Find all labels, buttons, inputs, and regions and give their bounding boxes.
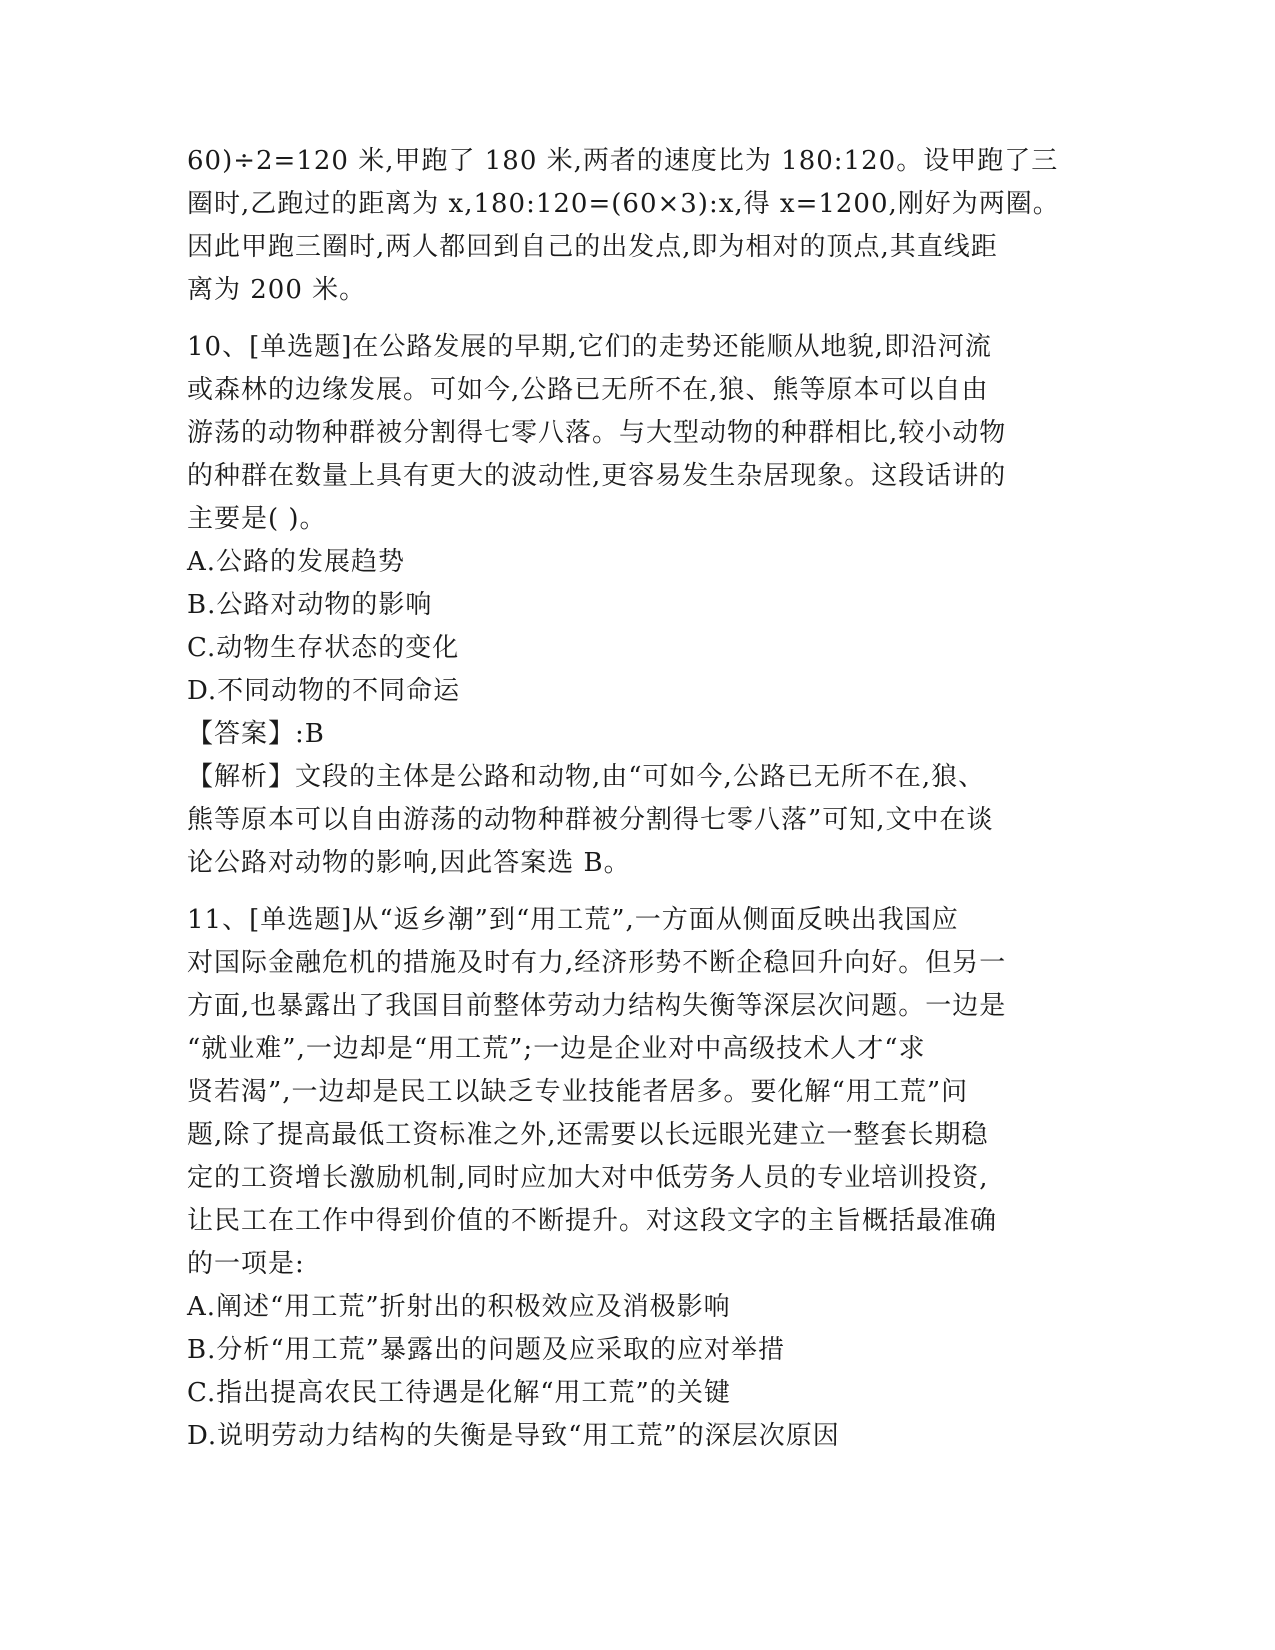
text-line: 11、[单选题]从“返乡潮”到“用工荒”,一方面从侧面反映出我国应 (187, 905, 959, 935)
answer-line: 【答案】:B (187, 719, 325, 749)
text-line: 论公路对动物的影响,因此答案选 B。 (187, 848, 631, 878)
text-line: 对国际金融危机的措施及时有力,经济形势不断企稳回升向好。但另一 (187, 948, 1007, 978)
spacer (187, 312, 1087, 326)
option-b: B.公路对动物的影响 (187, 590, 433, 620)
q9-explanation-tail (187, 140, 1087, 312)
text-line: 方面,也暴露出了我国目前整体劳动力结构失衡等深层次问题。一边是 (187, 991, 1007, 1021)
text-line: 贤若渴”,一边却是民工以缺乏专业技能者居多。要化解“用工荒”问 (187, 1077, 969, 1107)
text-line: 熊等原本可以自由游荡的动物种群被分割得七零八落”可知,文中在谈 (187, 805, 994, 835)
text-line: 定的工资增长激励机制,同时应加大对中低劳务人员的专业培训投资, (187, 1163, 989, 1193)
text-line: 题,除了提高最低工资标准之外,还需要以长远眼光建立一整套长期稳 (187, 1120, 989, 1150)
question-10-options (187, 541, 1087, 713)
text-line: 的种群在数量上具有更大的波动性,更容易发生杂居现象。这段话讲的 (187, 461, 1007, 491)
text-line: 60)÷2=120 米,甲跑了 180 米,两者的速度比为 180:120。设甲跑了三 (187, 146, 1059, 176)
question-10-analysis (187, 756, 1087, 885)
text-line: 的一项是: (187, 1249, 305, 1279)
text-line: 或森林的边缘发展。可如今,公路已无所不在,狼、熊等原本可以自由 (187, 375, 989, 405)
option-b: B.分析“用工荒”暴露出的问题及应采取的应对举措 (187, 1335, 785, 1365)
text-line: 10、[单选题]在公路发展的早期,它们的走势还能顺从地貌,即沿河流 (187, 332, 992, 362)
option-c: C.动物生存状态的变化 (187, 633, 460, 663)
text-line: “就业难”,一边却是“用工荒”;一边是企业对中高级技术人才“求 (187, 1034, 926, 1064)
text-line: 【解析】文段的主体是公路和动物,由“可如今,公路已无所不在,狼、 (187, 762, 986, 792)
option-d: D.说明劳动力结构的失衡是导致“用工荒”的深层次原因 (187, 1421, 840, 1451)
text-line: 主要是( )。 (187, 504, 327, 534)
question-10-stem (187, 326, 1087, 541)
text-line: 游荡的动物种群被分割得七零八落。与大型动物的种群相比,较小动物 (187, 418, 1007, 448)
question-10 (187, 326, 1087, 885)
option-d: D.不同动物的不同命运 (187, 676, 461, 706)
text-line: 因此甲跑三圈时,两人都回到自己的出发点,即为相对的顶点,其直线距 (187, 232, 998, 262)
document-page (187, 140, 1087, 1458)
option-c: C.指出提高农民工待遇是化解“用工荒”的关键 (187, 1378, 731, 1408)
spacer (187, 885, 1087, 899)
option-a: A.公路的发展趋势 (187, 547, 406, 577)
option-a: A.阐述“用工荒”折射出的积极效应及消极影响 (187, 1292, 731, 1322)
question-11-stem (187, 899, 1087, 1286)
text-line: 离为 200 米。 (187, 275, 367, 305)
text-line: 圈时,乙跑过的距离为 x,180:120=(60×3):x,得 x=1200,刚好为两圈。 (187, 189, 1060, 219)
question-11 (187, 899, 1087, 1458)
question-11-options (187, 1286, 1087, 1458)
text-line: 让民工在工作中得到价值的不断提升。对这段文字的主旨概括最准确 (187, 1206, 998, 1236)
